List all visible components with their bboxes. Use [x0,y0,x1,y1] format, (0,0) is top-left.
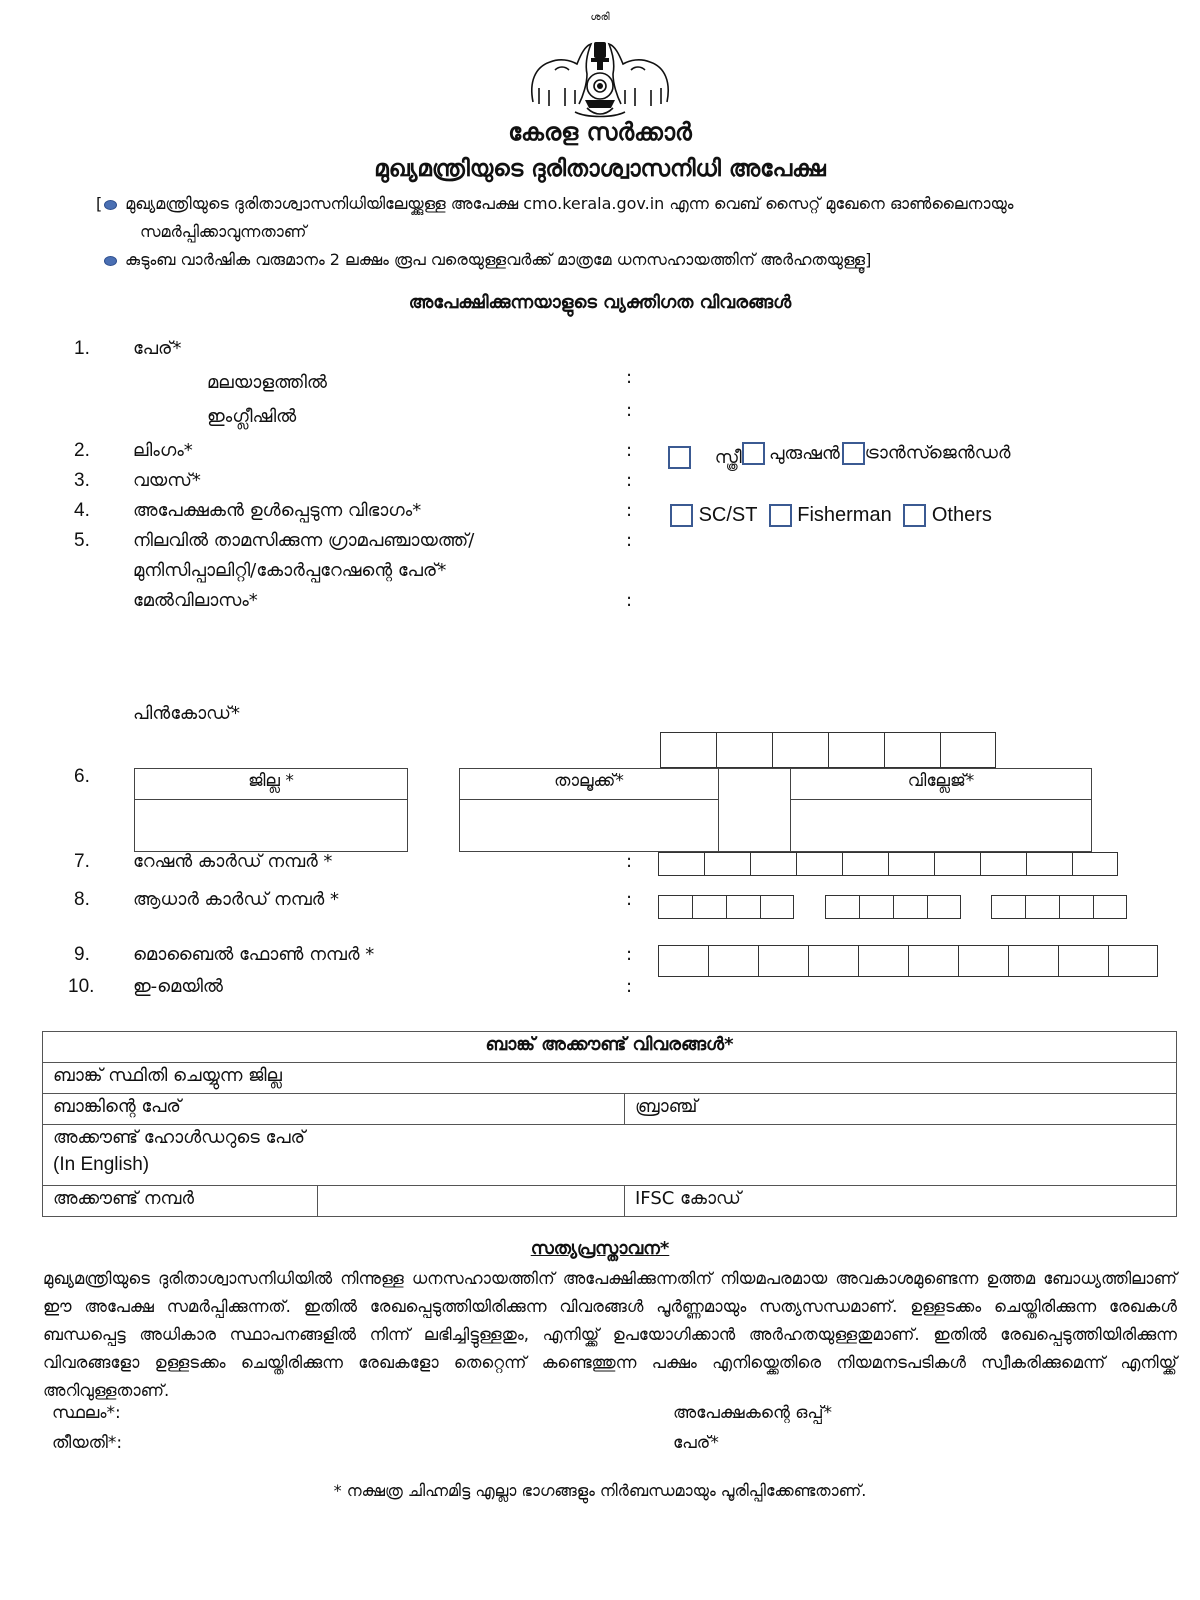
bank-district-row[interactable] [43,1063,1177,1094]
government-title: കേരള സർക്കാർ [508,118,692,146]
mobile-digit[interactable] [758,945,808,977]
mobile-digit[interactable] [1058,945,1108,977]
note-1-continuation: സമർപ്പിക്കാവുന്നതാണ് [140,222,307,241]
holder-name-row[interactable] [43,1125,1177,1186]
account-number-label: അക്കൗണ്ട് നമ്പർ [43,1186,318,1217]
form-title: മുഖ്യമന്ത്രിയുടെ ദുരിതാശ്വാസനിധി അപേക്ഷ [374,156,826,182]
local-body-label: നിലവിൽ താമസിക്കുന്ന ഗ്രാമപഞ്ചായത്ത്/ [133,530,475,551]
category-others-label: Others [931,504,992,526]
ration-card-digit[interactable] [980,852,1026,876]
ration-card-digit[interactable] [1072,852,1118,876]
aadhaar-digit[interactable] [893,895,927,919]
kerala-emblem [525,12,675,120]
colon: : [626,976,633,997]
local-body-label-2: മുനിസിപ്പാലിറ്റി/കോർപ്പറേഷന്റെ പേര്* [133,560,447,581]
holder-name-cell[interactable] [43,1125,1177,1186]
category-label: അപേക്ഷകൻ ഉൾപ്പെടുന്ന വിഭാഗം* [133,500,422,521]
item-number: 8. [74,889,90,910]
category-scst-label: SC/ST [698,504,758,526]
pincode-label: പിൻകോഡ്* [133,703,240,724]
mobile-digit[interactable] [1008,945,1058,977]
emblem-motto: ശരി [590,12,610,23]
mobile-boxes[interactable] [658,945,1158,977]
village-label: വില്ലേജ്* [907,771,975,791]
item-number: 10. [68,976,95,997]
date-label: തീയതി*: [52,1433,123,1453]
item-number: 4. [74,500,90,521]
category-others-checkbox[interactable] [903,504,926,527]
branch-label[interactable]: ബ്രാഞ്ച് [625,1094,1177,1125]
pincode-digit[interactable] [828,732,884,768]
colon: : [626,944,633,965]
bank-district-label[interactable]: ബാങ്ക് സ്ഥിതി ചെയ്യുന്ന ജില്ല [43,1063,1177,1094]
gender-options [668,446,742,469]
pincode-digit[interactable] [660,732,716,768]
ration-card-digit[interactable] [796,852,842,876]
ration-card-digit[interactable] [1026,852,1072,876]
colon: : [626,889,633,910]
colon: : [626,400,633,421]
ration-card-digit[interactable] [934,852,980,876]
bank-heading-row [43,1032,1177,1063]
aadhaar-digit[interactable] [1093,895,1127,919]
ration-card-digit[interactable] [704,852,750,876]
item-number: 1. [74,338,90,359]
gender-male-checkbox[interactable] [742,442,765,465]
aadhaar-digit[interactable] [726,895,760,919]
village-input[interactable] [790,799,1092,852]
taluk-header [459,768,719,801]
aadhaar-boxes-1[interactable] [658,895,794,919]
village-header [790,768,1092,801]
taluk-label: താലൂക്ക്* [554,771,624,791]
aadhaar-digit[interactable] [1025,895,1059,919]
place-label: സ്ഥലം*: [52,1403,121,1423]
address-label: മേൽവിലാസം* [133,590,258,611]
aadhaar-boxes-3[interactable] [991,895,1127,919]
item-number: 6. [74,766,90,787]
open-bracket: [ [96,194,103,213]
gender-male-label: പുരുഷൻ [769,442,840,464]
gender-transgender-label: ട്രാൻസ്ജെൻഡർ [864,442,1011,464]
note-2 [104,250,871,270]
declaration-heading-text: സത്യപ്രസ്താവന* [530,1238,670,1259]
aadhaar-digit[interactable] [859,895,893,919]
item-number: 3. [74,470,90,491]
age-label: വയസ്* [133,470,201,491]
pincode-digit[interactable] [772,732,828,768]
mobile-digit[interactable] [708,945,758,977]
mobile-digit[interactable] [858,945,908,977]
bank-name-label[interactable]: ബാങ്കിന്റെ പേര് [43,1094,625,1125]
district-input[interactable] [134,799,408,852]
district-header [134,768,408,801]
gender-female-checkbox[interactable] [668,446,691,469]
ration-card-boxes[interactable] [658,852,1118,876]
aadhaar-label: ആധാർ കാർഡ് നമ്പർ * [133,889,340,910]
colon: : [626,530,633,551]
email-label: ഇ-മെയിൽ [133,976,223,997]
pincode-digit[interactable] [716,732,772,768]
location-spacer-box [718,768,792,852]
gender-options-rest [742,442,1010,465]
colon: : [626,470,633,491]
category-fisherman-label: Fisherman [797,504,892,526]
colon: : [626,440,633,461]
aadhaar-boxes-2[interactable] [825,895,961,919]
colon: : [626,500,633,521]
mobile-digit[interactable] [808,945,858,977]
ration-card-digit[interactable] [888,852,934,876]
colon: : [626,367,633,388]
aadhaar-digit[interactable] [760,895,794,919]
note-1-text: മുഖ്യമന്ത്രിയുടെ ദുരിതാശ്വാസനിധിയിലേയ്ക്കുള്ള അപേക്ഷ cmo.kerala.gov.in എന്ന വെബ് സൈറ്റ് മുഖേനെ ഓൺലൈനായും [125,194,1014,213]
bank-heading: ബാങ്ക് അക്കൗണ്ട് വിവരങ്ങൾ* [43,1032,1177,1063]
aadhaar-digit[interactable] [692,895,726,919]
mobile-digit[interactable] [908,945,958,977]
gender-transgender-checkbox[interactable] [842,442,865,465]
ifsc-label[interactable]: IFSC കോഡ് [625,1186,1177,1217]
name-malayalam-label: മലയാളത്തിൽ [207,372,327,393]
signature-label: അപേക്ഷകന്റെ ഒപ്പ്* [673,1403,832,1423]
note-2-text: കുടുംബ വാർഷിക വരുമാനം 2 ലക്ഷം രൂപ വരെയുള്ളവർക്ക് മാത്രമേ ധനസഹായത്തിന് അർഹതയുള്ളൂ] [125,250,872,269]
taluk-input[interactable] [459,799,719,852]
category-scst-checkbox[interactable] [670,504,693,527]
declaration-heading [0,1238,1200,1259]
mobile-digit[interactable] [1108,945,1158,977]
bank-details-table [42,1031,1177,1217]
mobile-digit[interactable] [658,945,708,977]
mobile-digit[interactable] [958,945,1008,977]
item-number: 9. [74,944,90,965]
pincode-boxes[interactable] [660,732,996,768]
applicant-name-label: പേര്* [673,1433,719,1453]
note-1 [96,194,1014,214]
gender-female-label: സ്ത്രീ [714,446,742,468]
ration-card-digit[interactable] [658,852,704,876]
item-number: 2. [74,440,90,461]
category-fisherman-checkbox[interactable] [769,504,792,527]
bank-name-row[interactable] [43,1094,1177,1125]
name-label: പേര്* [133,338,182,359]
colon: : [626,590,633,611]
aadhaar-digit[interactable] [927,895,961,919]
pincode-digit[interactable] [884,732,940,768]
bullet-icon [104,200,117,210]
personal-details-heading: അപേക്ഷിക്കുന്നയാളുടെ വ്യക്തിഗത വിവരങ്ങൾ [408,292,792,313]
aadhaar-digit[interactable] [991,895,1025,919]
colon: : [626,851,633,872]
holder-name-label: അക്കൗണ്ട് ഹോൾഡറുടെ പേര് [53,1127,306,1148]
bullet-icon [104,256,117,266]
item-number: 5. [74,530,90,551]
holder-name-note: (In English) [53,1154,150,1175]
aadhaar-digit[interactable] [825,895,859,919]
account-number-row[interactable] [43,1186,1177,1217]
district-label: ജില്ല * [248,771,294,791]
ration-card-label: റേഷൻ കാർഡ് നമ്പർ * [133,851,333,872]
account-number-input[interactable] [318,1186,625,1217]
emblem-icon [525,12,675,120]
item-number: 7. [74,851,90,872]
aadhaar-digit[interactable] [1059,895,1093,919]
aadhaar-digit[interactable] [658,895,692,919]
mandatory-note: * നക്ഷത്ര ചിഹ്നമിട്ട എല്ലാ ഭാഗങ്ങളും നിർബന്ധമായും പൂരിപ്പിക്കേണ്ടതാണ്. [333,1481,867,1500]
ration-card-digit[interactable] [842,852,888,876]
ration-card-digit[interactable] [750,852,796,876]
declaration-text: മുഖ്യമന്ത്രിയുടെ ദുരിതാശ്വാസനിധിയിൽ നിന്നുള്ള ധനസഹായത്തിന് അപേക്ഷിക്കുന്നതിന് നിയമപരമായ അവകാശമുണ്ടെന്ന ഉത്തമ ബോധ്യത്തിലാണ് ഈ അപേക്ഷ സമർപ്പിക്കുന്നത്. ഇതിൽ രേഖപ്പെടുത്തിയിരിക്കുന്ന വിവരങ്ങൾ പൂർണ്ണമായും സത്യസന്ധമാണ്. ഉള്ളടക്കം ചെയ്തിരിക്കുന്ന രേഖകൾ ബന്ധപ്പെട്ട അധികാര സ്ഥാപനങ്ങളിൽ നിന്ന് ലഭിച്ചിട്ടുള്ളതും, എനിയ്ക്ക് ഉപയോഗിക്കാൻ അർഹതയുള്ളതുമാണ്. ഇതിൽ രേഖപ്പെടുത്തിയിരിക്കുന്ന വിവരങ്ങളോ ഉള്ളടക്കം ചെയ്തിരിക്കുന്ന രേഖകളോ തെറ്റെന്ന് കണ്ടെത്തുന്ന പക്ഷം എനിയ്ക്കെതിരെ നിയമനടപടികൾ സ്വീകരിക്കുമെന്ന് എനിയ്ക്ക് അറിവുള്ളതാണ്. [43,1269,1177,1400]
category-options [670,504,992,527]
gender-label: ലിംഗം* [133,440,193,461]
pincode-digit[interactable] [940,732,996,768]
name-english-label: ഇംഗ്ലീഷിൽ [207,406,297,427]
mobile-label: മൊബൈൽ ഫോൺ നമ്പർ * [133,944,375,965]
